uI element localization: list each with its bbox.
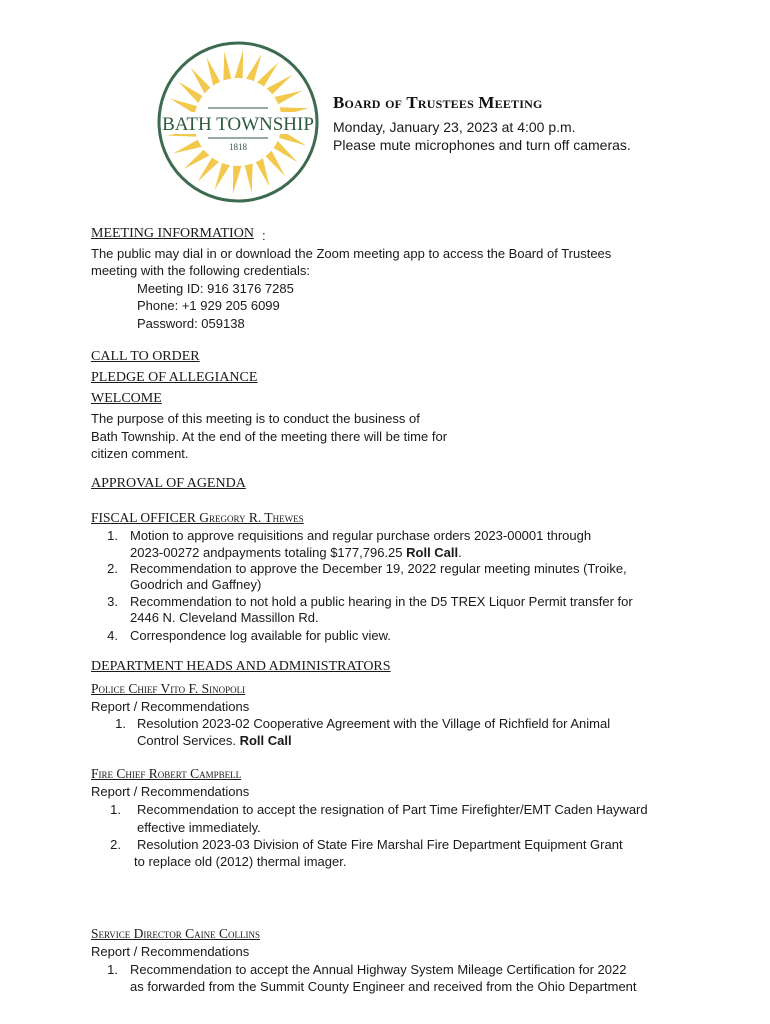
sun-ray <box>233 162 243 194</box>
meeting-password: Password: 059138 <box>137 316 245 331</box>
meeting-phone: Phone: +1 929 205 6099 <box>137 298 280 313</box>
roll-call-label: Roll Call <box>406 545 459 560</box>
fiscal-item-3-line-2: 2446 N. Cleveland Massillon Rd. <box>130 610 319 625</box>
fiscal-item-number: 4. <box>107 628 118 643</box>
fiscal-item-2-line-1: Recommendation to approve the December 19, 2022 regular meeting minutes (Troike, <box>130 561 627 576</box>
fiscal-item-4-line-1: Correspondence log available for public view. <box>130 628 391 643</box>
meeting-date: Monday, January 23, 2023 at 4:00 p.m. <box>333 119 576 135</box>
fire-item-number: 1. <box>110 802 121 817</box>
call-to-order-heading: CALL TO ORDER <box>91 349 200 364</box>
pledge-heading: PLEDGE OF ALLEGIANCE <box>91 370 258 385</box>
meeting-info-text-1: The public may dial in or download the Zoom meeting app to access the Board of Trustees <box>91 246 612 261</box>
approval-heading: APPROVAL OF AGENDA <box>91 476 246 491</box>
fiscal-item-number: 3. <box>107 594 118 609</box>
fiscal-item-3-line-1: Recommendation to not hold a public hearing in the D5 TREX Liquor Permit transfer for <box>130 594 633 609</box>
fire-item-1-line-2: effective immediately. <box>137 820 261 835</box>
meeting-id: Meeting ID: 916 3176 7285 <box>137 281 294 296</box>
fire-chief-heading: Fire Chief Robert Campbell <box>91 766 242 781</box>
service-director-heading: Service Director Caine Collins <box>91 926 260 941</box>
fire-item-2-line-2: to replace old (2012) thermal imager. <box>134 854 347 869</box>
meeting-info-heading: MEETING INFORMATION <box>91 226 254 241</box>
welcome-text-2: Bath Township. At the end of the meeting there will be time for <box>91 429 448 444</box>
sun-ray <box>233 50 243 82</box>
fiscal-item-2-line-2: Goodrich and Gaffney) <box>130 577 262 592</box>
fiscal-item-number: 1. <box>107 528 118 543</box>
police-chief-heading: Police Chief Vito F. Sinopoli <box>91 681 246 696</box>
meeting-note: Please mute microphones and turn off cameras. <box>333 137 631 153</box>
board-title: Board of Trustees Meeting <box>333 93 543 112</box>
fiscal-item-1-line-1: Motion to approve requisitions and regular purchase orders 2023-00001 through <box>130 528 592 543</box>
service-item-1-line-2: as forwarded from the Summit County Engineer and received from the Ohio Department <box>130 979 637 994</box>
welcome-text-3: citizen comment. <box>91 446 189 461</box>
police-item-1-line-1: Resolution 2023-02 Cooperative Agreement with the Village of Richfield for Animal <box>137 716 611 731</box>
fire-item-1-line-1: Recommendation to accept the resignation of Part Time Firefighter/EMT Caden Hayward <box>137 802 648 817</box>
meeting-info-text-2: meeting with the following credentials: <box>91 263 310 278</box>
bath-township-logo <box>156 40 320 204</box>
fiscal-item-1-line-2: 2023-00272 andpayments totaling $177,796.25 Roll Call. <box>130 545 462 560</box>
fire-report-label: Report / Recommendations <box>91 784 250 799</box>
fiscal-item-number: 2. <box>107 561 118 576</box>
welcome-heading: WELCOME <box>91 391 162 406</box>
roll-call-label: Roll Call <box>239 733 292 748</box>
police-item-number: 1. <box>115 716 126 731</box>
department-heads-heading: DEPARTMENT HEADS AND ADMINISTRATORS <box>91 659 391 674</box>
service-item-1-line-1: Recommendation to accept the Annual Highway System Mileage Certification for 2022 <box>130 962 627 977</box>
welcome-text-1: The purpose of this meeting is to conduct the business of <box>91 411 420 426</box>
fire-item-number: 2. <box>110 837 121 852</box>
fire-item-2-line-1: Resolution 2023-03 Division of State Fire Marshal Fire Department Equipment Grant <box>137 837 623 852</box>
service-item-number: 1. <box>107 962 118 977</box>
police-item-1-line-2: Control Services. Roll Call <box>137 733 292 748</box>
service-report-label: Report / Recommendations <box>91 944 250 959</box>
police-report-label: Report / Recommendations <box>91 699 250 714</box>
fiscal-officer-heading: FISCAL OFFICER Gregory R. Thewes <box>91 510 304 525</box>
logo-name: BATH TOWNSHIP <box>162 114 314 135</box>
meeting-info-colon: : <box>262 228 266 243</box>
logo-year: 1818 <box>229 142 247 152</box>
